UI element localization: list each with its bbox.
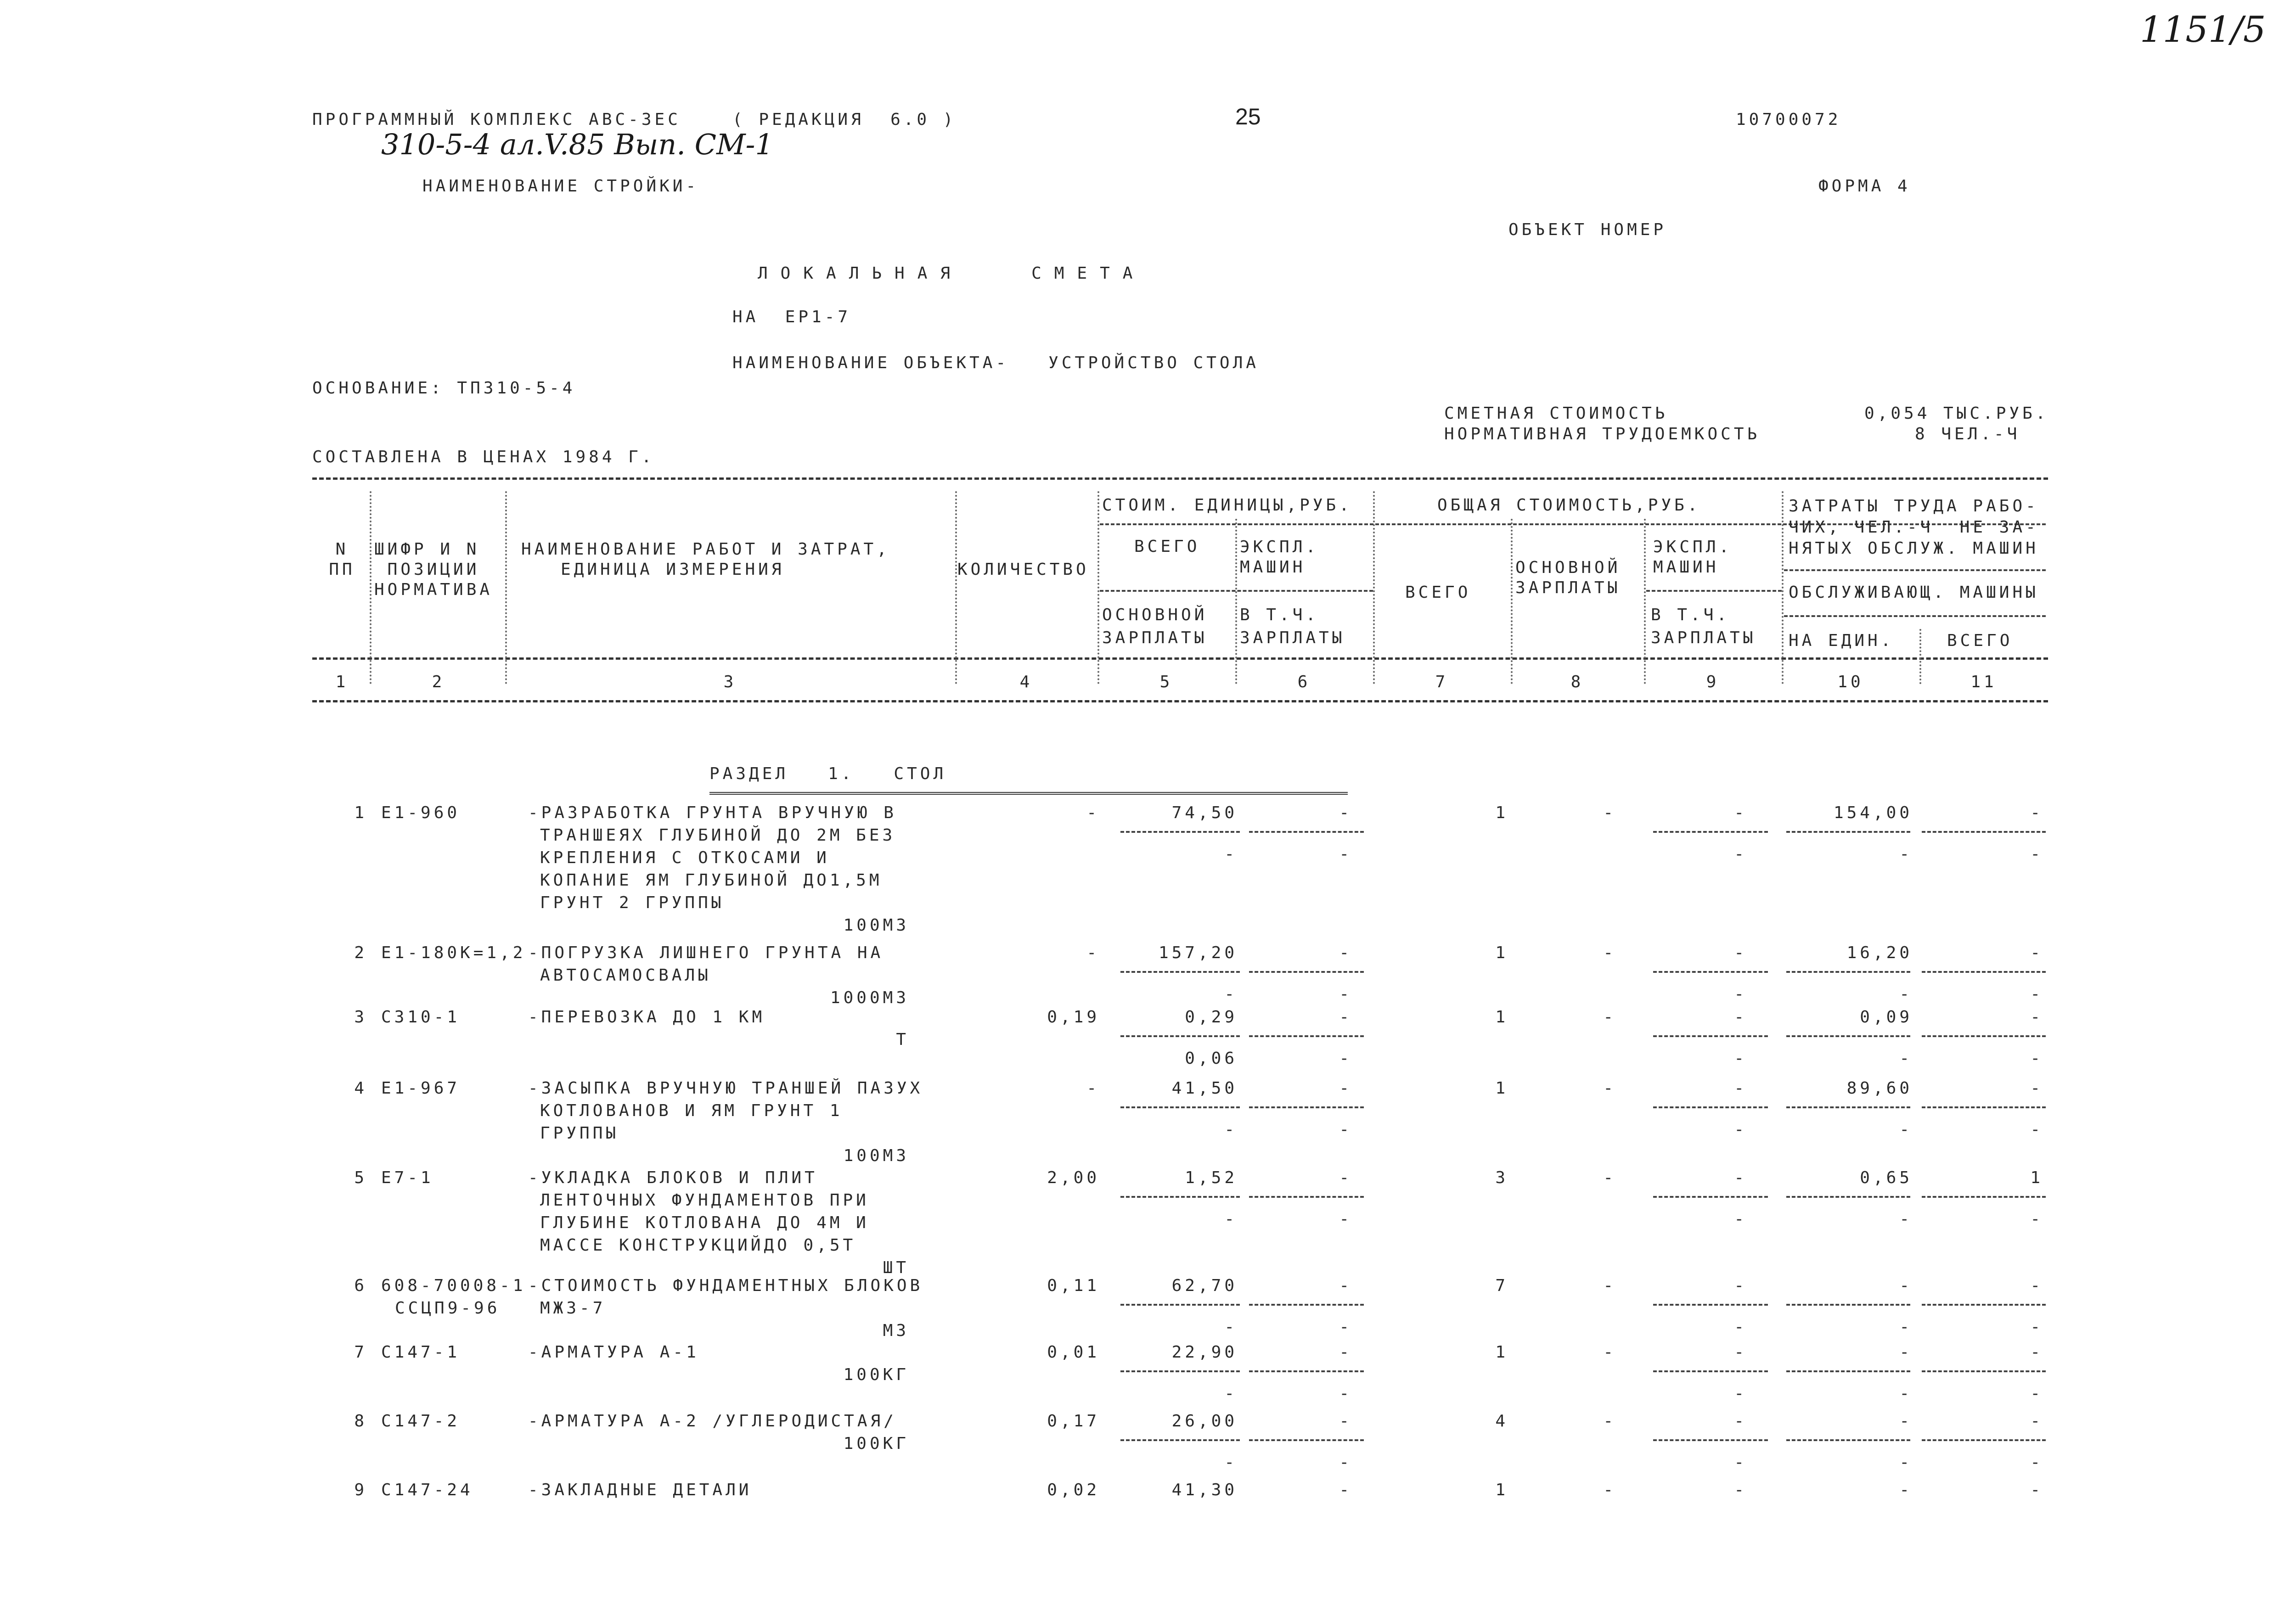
row-number: 4 — [354, 1079, 367, 1098]
section-underline — [709, 792, 1348, 795]
program-label: ПРОГРАММНЫЙ КОМПЛЕКС АВС-3ЕС — [312, 110, 681, 129]
col-number: 9 — [1706, 673, 1720, 691]
row-value-c11-wage: - — [2030, 985, 2043, 1004]
row-value-c11-wage: - — [2030, 1318, 2043, 1336]
col-sep — [955, 491, 957, 684]
row-subrule — [1786, 1370, 1910, 1372]
row-subrule — [1249, 971, 1364, 973]
object-name: НАИМЕНОВАНИЕ ОБЪЕКТА- УСТРОЙСТВО СТОЛА — [732, 354, 1259, 372]
row-name-line: АВТОСАМОСВАЛЫ — [540, 966, 711, 985]
col-number: 7 — [1435, 673, 1449, 691]
header-col-quantity: КОЛИЧЕСТВО — [957, 560, 1089, 579]
header-unit-exploit: ЭКСПЛ. МАШИН — [1240, 538, 1319, 577]
row-subrule — [1249, 1439, 1364, 1441]
header-bottom-rule — [312, 657, 2048, 660]
row-subrule — [1120, 1304, 1240, 1306]
unit-cost-sub-rule — [1100, 590, 1373, 592]
row-value-c8: - — [1603, 1276, 1616, 1295]
row-subrule — [1653, 1439, 1768, 1441]
row-value-c9-wage: - — [1734, 1049, 1747, 1068]
row-name-line: ЛЕНТОЧНЫХ ФУНДАМЕНТОВ ПРИ — [540, 1191, 869, 1210]
row-value-c5: 1,52 — [1185, 1168, 1238, 1187]
row-value-c6-wage: - — [1339, 1049, 1352, 1068]
row-number: 9 — [354, 1481, 367, 1499]
row-value-c9-wage: - — [1734, 1318, 1747, 1336]
row-value-qty: 0,11 — [1047, 1276, 1100, 1295]
total-cost-sub-rule — [1646, 590, 1782, 592]
col-number: 3 — [723, 673, 737, 691]
row-value-c11: - — [2030, 943, 2043, 962]
row-subrule — [1249, 1196, 1364, 1198]
row-subrule — [1249, 1106, 1364, 1108]
col-sep — [370, 491, 371, 684]
row-subrule — [1922, 1304, 2046, 1306]
row-value-c5: 26,00 — [1171, 1412, 1238, 1431]
row-name-line: -СТОИМОСТЬ ФУНДАМЕНТНЫХ БЛОКОВ — [528, 1276, 923, 1295]
row-value-c7: 3 — [1495, 1168, 1508, 1187]
row-value-c7: 4 — [1495, 1412, 1508, 1431]
row-unit: М3 — [883, 1321, 909, 1340]
row-code: С147-2 — [381, 1412, 461, 1431]
header-unit-base-wage: ОСНОВНОЙ ЗАРПЛАТЫ — [1102, 606, 1208, 647]
row-subrule — [1653, 971, 1768, 973]
row-value-qty: - — [1086, 943, 1100, 962]
row-value-c6: - — [1339, 1481, 1352, 1499]
estimated-cost-value: 0,054 ТЫС.РУБ. — [1864, 404, 2049, 423]
row-value-c10-wage: - — [1899, 1453, 1913, 1472]
row-value-c5-wage: - — [1224, 1120, 1238, 1139]
row-value-c11: - — [2030, 1008, 2043, 1027]
row-subrule — [1120, 971, 1240, 973]
row-value-c10-wage: - — [1899, 1049, 1913, 1068]
basis-label: ОСНОВАНИЕ: ТП310-5-4 — [312, 379, 576, 398]
row-value-c10: 89,60 — [1846, 1079, 1913, 1098]
row-value-c6: - — [1339, 1343, 1352, 1362]
row-value-c8: - — [1603, 1079, 1616, 1098]
row-name-line: КОПАНИЕ ЯМ ГЛУБИНОЙ ДО1,5М — [540, 871, 883, 890]
row-name-line: ТРАНШЕЯХ ГЛУБИНОЙ ДО 2М БЕЗ — [540, 826, 896, 845]
row-number: 2 — [354, 943, 367, 962]
page-number: 25 — [1235, 104, 1261, 129]
header-labor-total: ВСЕГО — [1947, 631, 2013, 650]
row-value-c11: - — [2030, 1412, 2043, 1431]
row-code: С147-1 — [381, 1343, 461, 1362]
header-col-name: НАИМЕНОВАНИЕ РАБОТ И ЗАТРАТ, ЕДИНИЦА ИЗМЕРЕНИЯ — [521, 540, 890, 579]
row-value-c6-wage: - — [1339, 1453, 1352, 1472]
row-value-qty: 0,02 — [1047, 1481, 1100, 1499]
row-value-c5: 22,90 — [1171, 1343, 1238, 1362]
labor-sub-rule-2 — [1784, 615, 2046, 617]
row-value-c7: 1 — [1495, 803, 1508, 822]
row-value-c11-wage: - — [2030, 845, 2043, 864]
row-code: 608-70008-1 — [381, 1276, 526, 1295]
row-value-c6-wage: - — [1339, 1120, 1352, 1139]
row-value-c9-wage: - — [1734, 1210, 1747, 1229]
row-value-c5-wage: - — [1224, 1318, 1238, 1336]
row-number: 1 — [354, 803, 367, 822]
object-number-label: ОБЪЕКТ НОМЕР — [1508, 220, 1667, 239]
col-number: 2 — [432, 673, 445, 691]
row-subrule — [1249, 1370, 1364, 1372]
col-sep — [1235, 519, 1237, 684]
row-value-c11-wage: - — [2030, 1453, 2043, 1472]
row-subrule — [1120, 1370, 1240, 1372]
row-name-line: -РАЗРАБОТКА ГРУНТА ВРУЧНУЮ В — [528, 803, 897, 822]
header-labor-service: ОБСЛУЖИВАЮЩ. МАШИНЫ — [1789, 583, 2039, 602]
row-value-c9-wage: - — [1734, 845, 1747, 864]
row-code: Е1-960 — [381, 803, 461, 822]
row-subrule — [1922, 831, 2046, 833]
row-value-c9: - — [1734, 803, 1747, 822]
row-value-c9: - — [1734, 1481, 1747, 1499]
row-value-c10-wage: - — [1899, 1120, 1913, 1139]
row-value-c7: 1 — [1495, 1008, 1508, 1027]
document-title: ЛОКАЛЬНАЯ СМЕТА — [758, 264, 1146, 283]
col-number: 11 — [1970, 673, 1997, 691]
row-value-c5-wage: - — [1224, 1453, 1238, 1472]
estimated-cost-label: СМЕТНАЯ СТОИМОСТЬ — [1444, 404, 1668, 423]
col-number: 6 — [1297, 673, 1311, 691]
row-value-c10: 0,09 — [1860, 1008, 1913, 1027]
row-value-c11-wage: - — [2030, 1049, 2043, 1068]
normative-labor-value: 8 ЧЕЛ.-Ч — [1915, 425, 2020, 443]
row-value-qty: 0,17 — [1047, 1412, 1100, 1431]
row-value-c8: - — [1603, 803, 1616, 822]
row-subrule — [1922, 1106, 2046, 1108]
row-name-line: ГЛУБИНЕ КОТЛОВАНА ДО 4М И — [540, 1213, 869, 1232]
header-labor-per-unit: НА ЕДИН. — [1789, 631, 1894, 650]
row-subrule — [1786, 1304, 1910, 1306]
header-total-incl-wage: В Т.Ч. ЗАРПЛАТЫ — [1651, 606, 1756, 647]
row-value-c11-wage: - — [2030, 1120, 2043, 1139]
document-code: 10700072 — [1736, 110, 1841, 129]
row-value-qty: - — [1086, 803, 1100, 822]
row-code: Е1-967 — [381, 1079, 461, 1098]
col-sep — [1511, 519, 1513, 684]
colnum-bottom-rule — [312, 700, 2048, 702]
header-total-all: ВСЕГО — [1405, 583, 1471, 602]
row-value-c9: - — [1734, 1276, 1747, 1295]
row-number: 8 — [354, 1412, 367, 1431]
row-name-line: -АРМАТУРА А-1 — [528, 1343, 699, 1362]
section-title: РАЗДЕЛ 1. СТОЛ — [709, 764, 947, 783]
row-subrule — [1786, 1035, 1910, 1037]
row-subrule — [1249, 1035, 1364, 1037]
row-subrule — [1653, 1370, 1768, 1372]
row-value-c6: - — [1339, 1276, 1352, 1295]
row-subrule — [1120, 1196, 1240, 1198]
row-value-c7: 1 — [1495, 1079, 1508, 1098]
header-unit-cost-group: СТОИМ. ЕДИНИЦЫ,РУБ. — [1102, 496, 1352, 515]
row-value-c9: - — [1734, 1008, 1747, 1027]
row-code-secondary: ССЦП9-96 — [395, 1299, 501, 1318]
row-subrule — [1786, 831, 1910, 833]
col-number: 5 — [1159, 673, 1173, 691]
row-value-c5-wage: - — [1224, 1384, 1238, 1403]
row-value-c8: - — [1603, 1412, 1616, 1431]
row-value-c9-wage: - — [1734, 1453, 1747, 1472]
row-name-line: -ПОГРУЗКА ЛИШНЕГО ГРУНТА НА — [528, 943, 884, 962]
row-unit: 1000М3 — [830, 988, 909, 1007]
row-value-c5: 157,20 — [1158, 943, 1238, 962]
row-value-qty: - — [1086, 1079, 1100, 1098]
row-subrule — [1653, 1035, 1768, 1037]
row-value-c8: - — [1603, 943, 1616, 962]
row-value-c6-wage: - — [1339, 1384, 1352, 1403]
row-value-c11: - — [2030, 1343, 2043, 1362]
row-value-qty: 0,01 — [1047, 1343, 1100, 1362]
row-number: 5 — [354, 1168, 367, 1187]
row-subrule — [1653, 1196, 1768, 1198]
col-sep — [1644, 519, 1646, 684]
col-number: 4 — [1019, 673, 1033, 691]
table-top-rule — [312, 477, 2048, 480]
col-sep — [1782, 491, 1784, 684]
header-total-base-wage: ОСНОВНОЙ ЗАРПЛАТЫ — [1515, 558, 1621, 597]
row-number: 7 — [354, 1343, 367, 1362]
row-subrule — [1120, 831, 1240, 833]
row-value-c10: - — [1899, 1412, 1913, 1431]
row-value-c5-wage: - — [1224, 1210, 1238, 1229]
row-value-c10-wage: - — [1899, 1384, 1913, 1403]
row-value-c11: 1 — [2030, 1168, 2043, 1187]
form-label: ФОРМА 4 — [1818, 177, 1911, 196]
row-name-line: -ПЕРЕВОЗКА ДО 1 КМ — [528, 1008, 765, 1027]
header-labor-group: ЗАТРАТЫ ТРУДА РАБО- ЧИХ, ЧЕЛ.-Ч НЕ ЗА- НЯТЫХ ОБСЛУЖ. МАШИН — [1789, 497, 2039, 558]
row-number: 3 — [354, 1008, 367, 1027]
row-code: С310-1 — [381, 1008, 461, 1027]
row-value-c6: - — [1339, 1412, 1352, 1431]
col-number: 10 — [1837, 673, 1864, 691]
header-total-cost-group: ОБЩАЯ СТОИМОСТЬ,РУБ. — [1437, 496, 1701, 515]
row-value-c10-wage: - — [1899, 1210, 1913, 1229]
row-name-line: КРЕПЛЕНИЯ С ОТКОСАМИ И — [540, 848, 830, 867]
row-value-c8: - — [1603, 1481, 1616, 1499]
row-subrule — [1120, 1035, 1240, 1037]
row-subrule — [1786, 1439, 1910, 1441]
row-unit: 100КГ — [843, 1434, 909, 1453]
row-unit: 100М3 — [843, 916, 909, 935]
row-value-c11: - — [2030, 1079, 2043, 1098]
row-code: Е1-180К=1,2 — [381, 943, 526, 962]
row-value-c10: - — [1899, 1276, 1913, 1295]
row-value-c6-wage: - — [1339, 845, 1352, 864]
row-subrule — [1653, 831, 1768, 833]
row-value-c9: - — [1734, 1079, 1747, 1098]
row-value-c11-wage: - — [2030, 1384, 2043, 1403]
row-value-qty: 2,00 — [1047, 1168, 1100, 1187]
col-number: 8 — [1570, 673, 1584, 691]
row-unit: ШТ — [883, 1258, 909, 1277]
col-number: 1 — [335, 673, 349, 691]
row-value-c9-wage: - — [1734, 1384, 1747, 1403]
row-value-c9-wage: - — [1734, 985, 1747, 1004]
row-value-c10-wage: - — [1899, 1318, 1913, 1336]
row-value-c8: - — [1603, 1168, 1616, 1187]
labor-sub-rule — [1784, 569, 2046, 571]
row-name-line: МАССЕ КОНСТРУКЦИЙДО 0,5Т — [540, 1236, 856, 1255]
row-subrule — [1922, 1196, 2046, 1198]
row-value-c5-wage: - — [1224, 985, 1238, 1004]
row-name-line: КОТЛОВАНОВ И ЯМ ГРУНТ 1 — [540, 1101, 843, 1120]
row-name-line: ГРУНТ 2 ГРУППЫ — [540, 893, 725, 912]
row-value-c5-wage: 0,06 — [1185, 1049, 1238, 1068]
row-subrule — [1922, 1370, 2046, 1372]
row-value-qty: 0,19 — [1047, 1008, 1100, 1027]
row-subrule — [1922, 971, 2046, 973]
edition-label: ( РЕДАКЦИЯ 6.0 ) — [732, 110, 957, 129]
row-value-c11-wage: - — [2030, 1210, 2043, 1229]
row-subrule — [1120, 1106, 1240, 1108]
header-unit-total: ВСЕГО — [1134, 537, 1200, 556]
row-value-c10: 16,20 — [1846, 943, 1913, 962]
row-subrule — [1249, 1304, 1364, 1306]
row-subrule — [1786, 1106, 1910, 1108]
row-value-c6: - — [1339, 1168, 1352, 1187]
row-value-c11: - — [2030, 1276, 2043, 1295]
row-value-c5: 62,70 — [1171, 1276, 1238, 1295]
row-value-c6-wage: - — [1339, 985, 1352, 1004]
row-value-c8: - — [1603, 1343, 1616, 1362]
row-name-line: ГРУППЫ — [540, 1124, 619, 1143]
row-value-c5: 74,50 — [1171, 803, 1238, 822]
row-value-c10: - — [1899, 1343, 1913, 1362]
row-subrule — [1786, 1196, 1910, 1198]
row-subrule — [1249, 831, 1364, 833]
row-unit: 100М3 — [843, 1146, 909, 1165]
col-sep — [1373, 491, 1375, 684]
row-unit: Т — [896, 1030, 909, 1049]
row-value-c10-wage: - — [1899, 985, 1913, 1004]
row-subrule — [1786, 971, 1910, 973]
header-unit-incl-wage: В Т.Ч. ЗАРПЛАТЫ — [1240, 606, 1345, 647]
row-value-c10: 0,65 — [1860, 1168, 1913, 1187]
header-col-code: ШИФР И N ПОЗИЦИИ НОРМАТИВА — [374, 540, 493, 599]
estimate-for: НА ЕР1-7 — [732, 308, 851, 326]
prices-year-label: СОСТАВЛЕНА В ЦЕНАХ 1984 Г. — [312, 448, 655, 466]
row-name-line: -УКЛАДКА БЛОКОВ И ПЛИТ — [528, 1168, 818, 1187]
row-value-c10: 154,00 — [1833, 803, 1913, 822]
row-code: С147-24 — [381, 1481, 473, 1499]
row-value-c9: - — [1734, 1343, 1747, 1362]
construction-name-label: НАИМЕНОВАНИЕ СТРОЙКИ- — [422, 177, 699, 196]
row-value-c6: - — [1339, 803, 1352, 822]
header-col-number: N ПП — [329, 540, 355, 579]
row-value-c5: 41,50 — [1171, 1079, 1238, 1098]
row-value-c11: - — [2030, 1481, 2043, 1499]
row-name-line: -ЗАКЛАДНЫЕ ДЕТАЛИ — [528, 1481, 752, 1499]
row-number: 6 — [354, 1276, 367, 1295]
col-sep — [1097, 491, 1099, 684]
row-value-c9: - — [1734, 1168, 1747, 1187]
row-subrule — [1653, 1304, 1768, 1306]
row-value-c6-wage: - — [1339, 1318, 1352, 1336]
row-value-c6-wage: - — [1339, 1210, 1352, 1229]
normative-labor-label: НОРМАТИВНАЯ ТРУДОЕМКОСТЬ — [1444, 425, 1761, 443]
row-value-c7: 7 — [1495, 1276, 1508, 1295]
row-name-line: МЖЗ-7 — [540, 1299, 606, 1318]
row-name-line: -ЗАСЫПКА ВРУЧНУЮ ТРАНШЕЙ ПАЗУХ — [528, 1079, 923, 1098]
row-subrule — [1120, 1439, 1240, 1441]
row-value-c5: 0,29 — [1185, 1008, 1238, 1027]
row-name-line: -АРМАТУРА А-2 /УГЛЕРОДИСТАЯ/ — [528, 1412, 897, 1431]
row-value-c11: - — [2030, 803, 2043, 822]
row-value-c9-wage: - — [1734, 1120, 1747, 1139]
row-subrule — [1922, 1439, 2046, 1441]
row-subrule — [1653, 1106, 1768, 1108]
row-value-c6: - — [1339, 1079, 1352, 1098]
row-value-c5-wage: - — [1224, 845, 1238, 864]
row-unit: 100КГ — [843, 1365, 909, 1384]
row-code: Е7-1 — [381, 1168, 434, 1187]
handwritten-reference: 310-5-4 ал.V.85 Вып. СМ-1 — [381, 128, 773, 161]
row-subrule — [1922, 1035, 2046, 1037]
col-sep — [505, 491, 507, 684]
row-value-c7: 1 — [1495, 1481, 1508, 1499]
header-total-exploit: ЭКСПЛ. МАШИН — [1653, 538, 1733, 577]
corner-page-note: 1151/5 — [2140, 9, 2266, 51]
row-value-c5: 41,30 — [1171, 1481, 1238, 1499]
row-value-c6: - — [1339, 943, 1352, 962]
row-value-c10-wage: - — [1899, 845, 1913, 864]
col-sep — [1919, 629, 1921, 684]
row-value-c7: 1 — [1495, 943, 1508, 962]
row-value-c7: 1 — [1495, 1343, 1508, 1362]
row-value-c6: - — [1339, 1008, 1352, 1027]
row-value-c9: - — [1734, 943, 1747, 962]
row-value-c8: - — [1603, 1008, 1616, 1027]
row-value-c10: - — [1899, 1481, 1913, 1499]
row-value-c9: - — [1734, 1412, 1747, 1431]
